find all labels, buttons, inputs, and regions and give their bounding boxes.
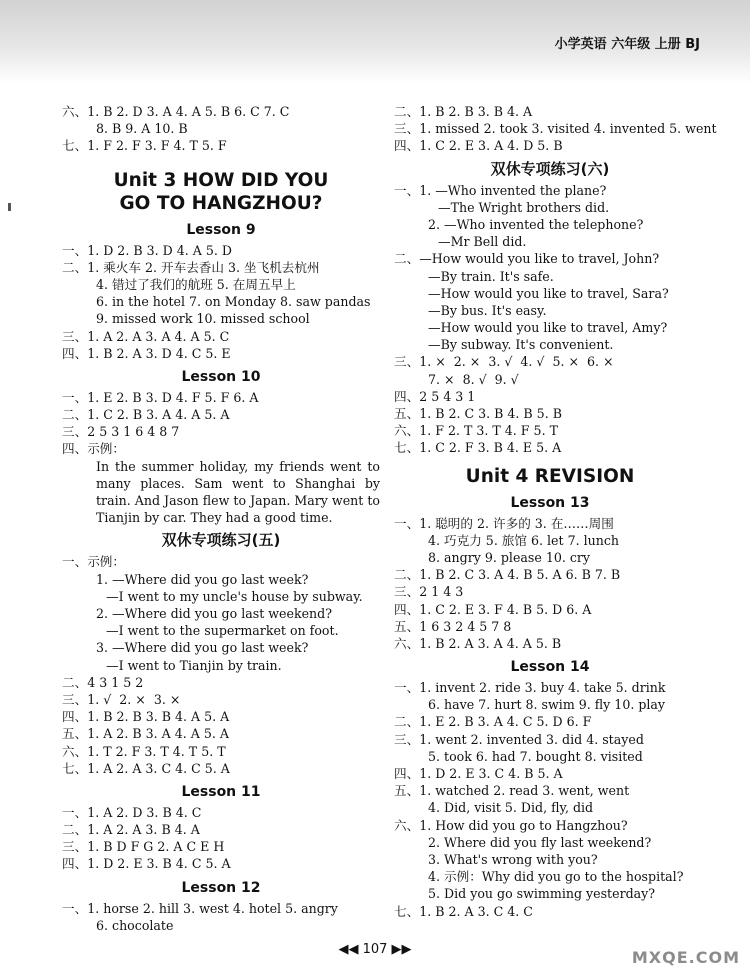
answer-line: 七、1. F 2. F 3. F 4. T 5. F — [62, 138, 227, 154]
answer-line: 四、1. D 2. E 3. B 4. C 5. A — [62, 856, 231, 872]
answer-line: 四、2 5 4 3 1 — [394, 388, 476, 404]
answer-line: 五、1. A 2. B 3. A 4. A 5. A — [62, 726, 229, 742]
answer-line: 2. —Where did you go last weekend? — [96, 606, 332, 621]
answer-line: 一、1. A 2. D 3. B 4. C — [62, 804, 202, 820]
answer-line: 四、1. B 2. B 3. B 4. A 5. A — [62, 709, 230, 725]
unit-title: Unit 3 HOW DID YOU — [113, 169, 329, 191]
answer-line: 2. —Who invented the telephone? — [428, 216, 644, 232]
answer-line: 六、1. How did you go to Hangzhou? — [394, 817, 628, 833]
answer-line: 四、1. B 2. A 3. D 4. C 5. E — [62, 345, 231, 361]
answer-line: 6. chocolate — [96, 917, 174, 933]
margin-mark — [8, 203, 11, 211]
lesson-title: Lesson 9 — [186, 221, 256, 238]
answer-line: 3. What's wrong with you? — [428, 851, 598, 867]
left-column — [62, 103, 380, 934]
answer-line: 二、4 3 1 5 2 — [62, 674, 144, 690]
answer-line: 二、1. A 2. A 3. B 4. A — [62, 822, 200, 838]
answer-line: —The Wright brothers did. — [438, 199, 610, 215]
lesson-title: Lesson 11 — [181, 783, 261, 800]
answer-line: —How would you like to travel, Amy? — [428, 320, 668, 336]
answer-line: 4. 示例：Why did you go to the hospital? — [428, 869, 684, 885]
answer-line: 7. × 8. √ 9. √ — [428, 371, 519, 387]
answer-line: 5. took 6. had 7. bought 8. visited — [428, 748, 643, 764]
answer-line: 六、1. B 2. A 3. A 4. A 5. B — [394, 635, 562, 651]
answer-line: 七、1. A 2. A 3. C 4. C 5. A — [62, 760, 230, 776]
answer-line: 三、1. missed 2. took 3. visited 4. invented 5. went — [394, 121, 717, 137]
answer-line: 七、1. C 2. F 3. B 4. E 5. A — [394, 440, 562, 456]
answer-line: 4. Did, visit 5. Did, fly, did — [428, 800, 594, 816]
answer-line: 五、1. B 2. C 3. B 4. B 5. B — [394, 406, 562, 421]
answer-line: 三、1. × 2. × 3. √ 4. √ 5. × 6. × — [394, 354, 614, 370]
section-title: 双休专项练习(六) — [490, 159, 610, 178]
answer-line: 一、1. 聪明的 2. 许多的 3. 在……周围 — [394, 515, 614, 531]
answer-line: 四、1. D 2. E 3. C 4. B 5. A — [394, 766, 563, 781]
answer-line: 七、1. B 2. A 3. C 4. C — [394, 903, 533, 919]
sample-paragraph: In the summer holiday, my friends went to many places. Sam went to Shanghai by train. And Jason flew to Japan. Mary went to Tianjin by car. They had a good time. — [96, 458, 380, 526]
answer-line: 四、1. C 2. E 3. A 4. D 5. B — [394, 138, 563, 154]
answer-line: 5. Did you go swimming yesterday? — [428, 886, 656, 902]
unit-title: GO TO HANGZHOU? — [119, 192, 323, 214]
answer-line: 9. missed work 10. missed school — [96, 311, 310, 327]
right-column — [394, 103, 717, 920]
answer-line: —By train. It's safe. — [428, 268, 554, 284]
answer-line: 一、1. —Who invented the plane? — [394, 182, 607, 198]
page-number: ◀◀ 107 ▶▶ — [338, 942, 412, 957]
answer-line: 三、1. B D F G 2. A C E H — [62, 839, 225, 855]
answer-line: 3. —Where did you go last week? — [96, 640, 309, 656]
answer-line: 一、1. E 2. B 3. D 4. F 5. F 6. A — [62, 389, 259, 405]
answer-line: 一、1. D 2. B 3. D 4. A 5. D — [62, 242, 232, 258]
answer-line: —By bus. It's easy. — [428, 302, 547, 318]
answer-line: 6. in the hotel 7. on Monday 8. saw pandas — [96, 294, 371, 310]
answer-line: 三、2 1 4 3 — [394, 584, 464, 600]
answer-line: 二、1. C 2. B 3. A 4. A 5. A — [62, 407, 230, 423]
answer-line: 二、1. B 2. B 3. B 4. A — [394, 104, 533, 119]
answer-line: —I went to the supermarket on foot. — [106, 623, 339, 639]
section-title: 双休专项练习(五) — [161, 531, 281, 550]
answer-line: 五、1. watched 2. read 3. went, went — [394, 783, 630, 799]
answer-line: 8. B 9. A 10. B — [96, 121, 188, 137]
answer-line: 4. 错过了我们的航班 5. 在周五早上 — [96, 276, 296, 292]
answer-line: 四、1. C 2. E 3. F 4. B 5. D 6. A — [394, 601, 592, 617]
lesson-title: Lesson 13 — [510, 494, 590, 511]
answer-line: 四、示例： — [62, 441, 125, 457]
answer-line: —Mr Bell did. — [438, 234, 527, 250]
answer-line: —How would you like to travel, Sara? — [428, 285, 669, 301]
answer-line: 二、—How would you like to travel, John? — [394, 251, 660, 267]
header-banner — [0, 0, 750, 84]
answer-line: 三、2 5 3 1 6 4 8 7 — [62, 424, 180, 440]
answer-line: 二、1. 乘火车 2. 开车去香山 3. 坐飞机去杭州 — [62, 259, 320, 275]
answer-line: 二、1. E 2. B 3. A 4. C 5. D 6. F — [394, 714, 592, 730]
book-title: 小学英语 六年级 上册 BJ — [554, 37, 700, 52]
answer-line: 三、1. √ 2. × 3. × — [62, 691, 181, 707]
unit-title: Unit 4 REVISION — [465, 465, 635, 487]
answer-line: 一、示例： — [62, 554, 125, 570]
answer-line: 六、1. T 2. F 3. T 4. T 5. T — [62, 743, 226, 759]
answer-line: 六、1. F 2. T 3. T 4. F 5. T — [394, 423, 558, 439]
lesson-title: Lesson 12 — [181, 879, 261, 896]
answer-line: 三、1. went 2. invented 3. did 4. stayed — [394, 731, 644, 747]
answer-line: 4. 巧克力 5. 旅馆 6. let 7. lunch — [428, 532, 620, 548]
answer-line: 一、1. horse 2. hill 3. west 4. hotel 5. angry — [62, 900, 338, 916]
answer-line: 一、1. invent 2. ride 3. buy 4. take 5. drink — [394, 680, 666, 696]
answer-line: 2. Where did you fly last weekend? — [428, 834, 652, 850]
answer-line: 6. have 7. hurt 8. swim 9. fly 10. play — [428, 697, 666, 713]
answer-line: 六、1. B 2. D 3. A 4. A 5. B 6. C 7. C — [62, 104, 290, 119]
watermark: MXQE.COM — [631, 948, 740, 967]
answer-line: 二、1. B 2. C 3. A 4. B 5. A 6. B 7. B — [394, 567, 621, 583]
answer-line: 1. —Where did you go last week? — [96, 571, 309, 587]
answer-line: 8. angry 9. please 10. cry — [428, 549, 591, 565]
answer-line: —By subway. It's convenient. — [428, 337, 614, 353]
answer-line: 五、1 6 3 2 4 5 7 8 — [394, 618, 512, 634]
answer-line: 三、1. A 2. A 3. A 4. A 5. C — [62, 328, 230, 344]
answer-line: —I went to Tianjin by train. — [106, 657, 282, 673]
lesson-title: Lesson 10 — [181, 368, 261, 385]
answer-line: —I went to my uncle's house by subway. — [106, 588, 363, 604]
lesson-title: Lesson 14 — [510, 659, 590, 676]
